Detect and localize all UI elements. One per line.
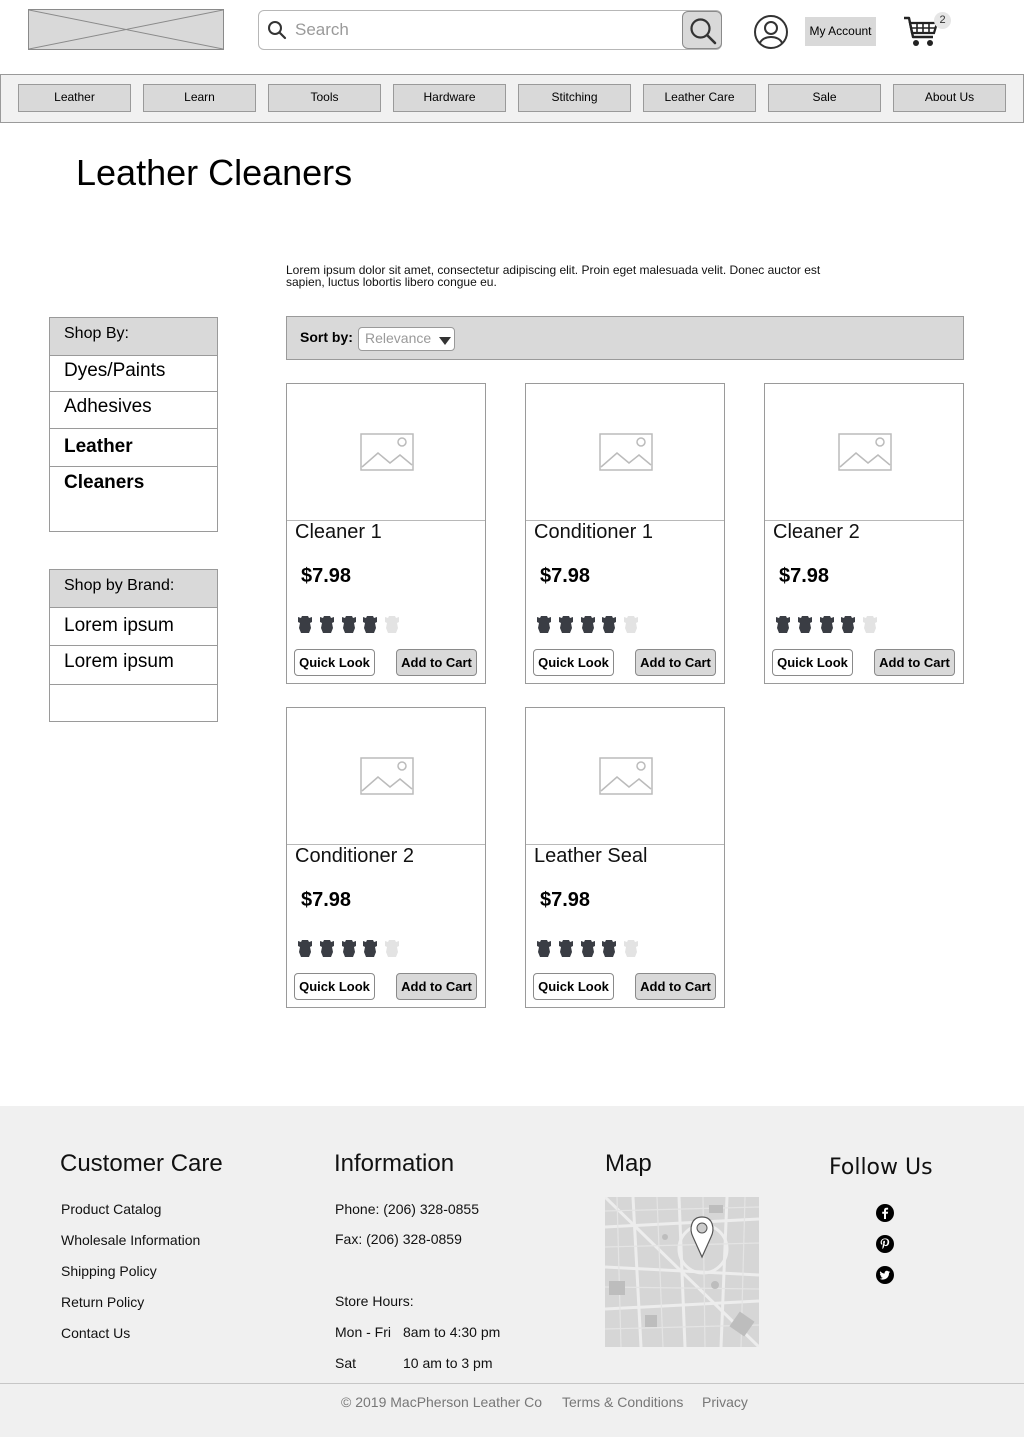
rating-hide-filled-icon (536, 615, 552, 634)
rating-hide-filled-icon (797, 615, 813, 634)
footer-link-privacy[interactable]: Privacy (702, 1394, 748, 1410)
rating-hide-filled-icon (580, 615, 596, 634)
add-to-cart-button[interactable]: Add to Cart (635, 649, 716, 676)
chevron-down-icon (439, 337, 451, 345)
facebook-icon[interactable] (876, 1204, 894, 1222)
rating-hide-filled-icon (297, 615, 313, 634)
rating-hide-filled-icon (840, 615, 856, 634)
product-name[interactable]: Leather Seal (534, 845, 648, 867)
image-placeholder-icon (599, 433, 653, 471)
image-placeholder-icon (838, 433, 892, 471)
footer-customer-care-heading: Customer Care (60, 1150, 223, 1177)
rating-hide-filled-icon (775, 615, 791, 634)
rating-hide-filled-icon (319, 939, 335, 958)
nav-item-learn[interactable]: Learn (143, 84, 256, 112)
rating-hide-filled-icon (536, 939, 552, 958)
product-name[interactable]: Conditioner 2 (295, 845, 414, 867)
quick-look-button[interactable]: Quick Look (772, 649, 853, 676)
product-card[interactable] (764, 383, 964, 684)
product-image[interactable] (287, 708, 485, 845)
footer-follow-us-heading: Follow Us (829, 1155, 933, 1180)
sort-selected-value: Relevance (365, 330, 432, 346)
main-navigation (0, 74, 1024, 123)
rating-hide-filled-icon (297, 939, 313, 958)
footer-copyright: © 2019 MacPherson Leather Co (341, 1394, 542, 1410)
product-card[interactable] (525, 707, 725, 1008)
rating-hide-filled-icon (558, 939, 574, 958)
sidebar-brand-item[interactable]: Lorem ipsum (50, 608, 217, 646)
footer-hours-weekday-days: Mon - Fri (335, 1324, 391, 1340)
add-to-cart-button[interactable]: Add to Cart (635, 973, 716, 1000)
nav-item-leather[interactable]: Leather (18, 84, 131, 112)
product-price: $7.98 (301, 889, 352, 911)
search-icon (267, 20, 287, 40)
product-card[interactable] (525, 383, 725, 684)
footer-store-hours-heading: Store Hours: (335, 1293, 414, 1309)
quick-look-button[interactable]: Quick Look (294, 649, 375, 676)
quick-look-button[interactable]: Quick Look (533, 649, 614, 676)
sidebar-brand-item[interactable]: Lorem ipsum (50, 646, 217, 685)
rating-hide-empty-icon (862, 615, 878, 634)
rating-hide-filled-icon (558, 615, 574, 634)
footer-link-return-policy[interactable]: Return Policy (61, 1294, 145, 1310)
product-image[interactable] (526, 384, 724, 521)
search-icon (688, 16, 718, 46)
nav-item-about-us[interactable]: About Us (893, 84, 1006, 112)
my-account-button[interactable]: My Account (805, 17, 876, 46)
rating-hide-empty-icon (384, 615, 400, 634)
shop-by-panel (49, 317, 218, 532)
search-button[interactable] (682, 11, 722, 49)
site-footer (0, 1106, 1024, 1437)
product-card[interactable] (286, 707, 486, 1008)
pinterest-icon[interactable] (876, 1235, 894, 1253)
nav-item-leather-care[interactable]: Leather Care (643, 84, 756, 112)
product-price: $7.98 (301, 565, 352, 587)
rating-hide-filled-icon (362, 939, 378, 958)
footer-information-heading: Information (334, 1150, 455, 1177)
footer-fax: Fax: (206) 328-0859 (335, 1231, 462, 1247)
logo-placeholder[interactable] (28, 9, 224, 50)
nav-item-hardware[interactable]: Hardware (393, 84, 506, 112)
image-placeholder-icon (360, 433, 414, 471)
sort-dropdown[interactable] (358, 327, 455, 351)
footer-hours-saturday-time: 10 am to 3 pm (403, 1355, 493, 1371)
shop-by-heading: Shop By: (50, 318, 217, 356)
footer-map-heading: Map (605, 1150, 652, 1177)
product-card[interactable] (286, 383, 486, 684)
user-account-icon[interactable] (753, 14, 789, 50)
product-name[interactable]: Conditioner 1 (534, 521, 653, 543)
footer-link-contact-us[interactable]: Contact Us (61, 1325, 131, 1341)
quick-look-button[interactable]: Quick Look (294, 973, 375, 1000)
footer-hours-weekday-time: 8am to 4:30 pm (403, 1324, 501, 1340)
sidebar-item-leather-cleaners[interactable]: Leather Cleaners (50, 428, 217, 467)
product-name[interactable]: Cleaner 2 (773, 521, 860, 543)
search-bar (258, 10, 722, 50)
shop-by-brand-heading: Shop by Brand: (50, 570, 217, 608)
product-image[interactable] (765, 384, 963, 521)
shop-by-brand-panel (49, 569, 218, 722)
footer-link-terms[interactable]: Terms & Conditions (562, 1394, 684, 1410)
product-price: $7.98 (540, 565, 591, 587)
rating-hide-filled-icon (319, 615, 335, 634)
image-placeholder-icon (360, 757, 414, 795)
add-to-cart-button[interactable]: Add to Cart (874, 649, 955, 676)
cart-count-badge: 2 (934, 12, 951, 29)
add-to-cart-button[interactable]: Add to Cart (396, 973, 477, 1000)
footer-link-wholesale-information[interactable]: Wholesale Information (61, 1232, 201, 1248)
sidebar-item-adhesives[interactable]: Adhesives (64, 396, 152, 417)
image-placeholder-icon (599, 757, 653, 795)
footer-link-shipping-policy[interactable]: Shipping Policy (61, 1263, 157, 1279)
footer-divider (0, 1383, 1024, 1384)
rating-hide-filled-icon (341, 615, 357, 634)
rating-hide-empty-icon (623, 939, 639, 958)
nav-item-tools[interactable]: Tools (268, 84, 381, 112)
footer-hours-saturday-days: Sat (335, 1355, 357, 1371)
product-price: $7.98 (540, 889, 591, 911)
nav-item-stitching[interactable]: Stitching (518, 84, 631, 112)
category-description: Lorem ipsum dolor sit amet, consectetur adipiscing elit. Proin eget malesuada velit. Donec auctor est sapien, luctus lobortis libero congue eu. (286, 263, 821, 289)
rating-hide-empty-icon (384, 939, 400, 958)
footer-phone: Phone: (206) 328-0855 (335, 1201, 479, 1217)
rating-hide-filled-icon (362, 615, 378, 634)
search-input[interactable] (295, 17, 675, 43)
rating-hide-filled-icon (341, 939, 357, 958)
page-title: Leather Cleaners (76, 152, 353, 193)
product-image[interactable] (287, 384, 485, 521)
rating-hide-filled-icon (580, 939, 596, 958)
rating-hide-filled-icon (601, 615, 617, 634)
nav-item-sale[interactable]: Sale (768, 84, 881, 112)
sort-bar (286, 316, 964, 360)
sidebar-item-dyes-paints[interactable]: Dyes/Paints (50, 356, 217, 392)
rating-hide-filled-icon (819, 615, 835, 634)
product-price: $7.98 (779, 565, 830, 587)
rating-hide-empty-icon (623, 615, 639, 634)
product-image[interactable] (526, 708, 724, 845)
twitter-icon[interactable] (876, 1266, 894, 1284)
sort-label: Sort by: (300, 329, 353, 345)
footer-link-product-catalog[interactable]: Product Catalog (61, 1201, 162, 1217)
quick-look-button[interactable]: Quick Look (533, 973, 614, 1000)
add-to-cart-button[interactable]: Add to Cart (396, 649, 477, 676)
rating-hide-filled-icon (601, 939, 617, 958)
store-map[interactable] (605, 1197, 759, 1347)
product-name[interactable]: Cleaner 1 (295, 521, 382, 543)
